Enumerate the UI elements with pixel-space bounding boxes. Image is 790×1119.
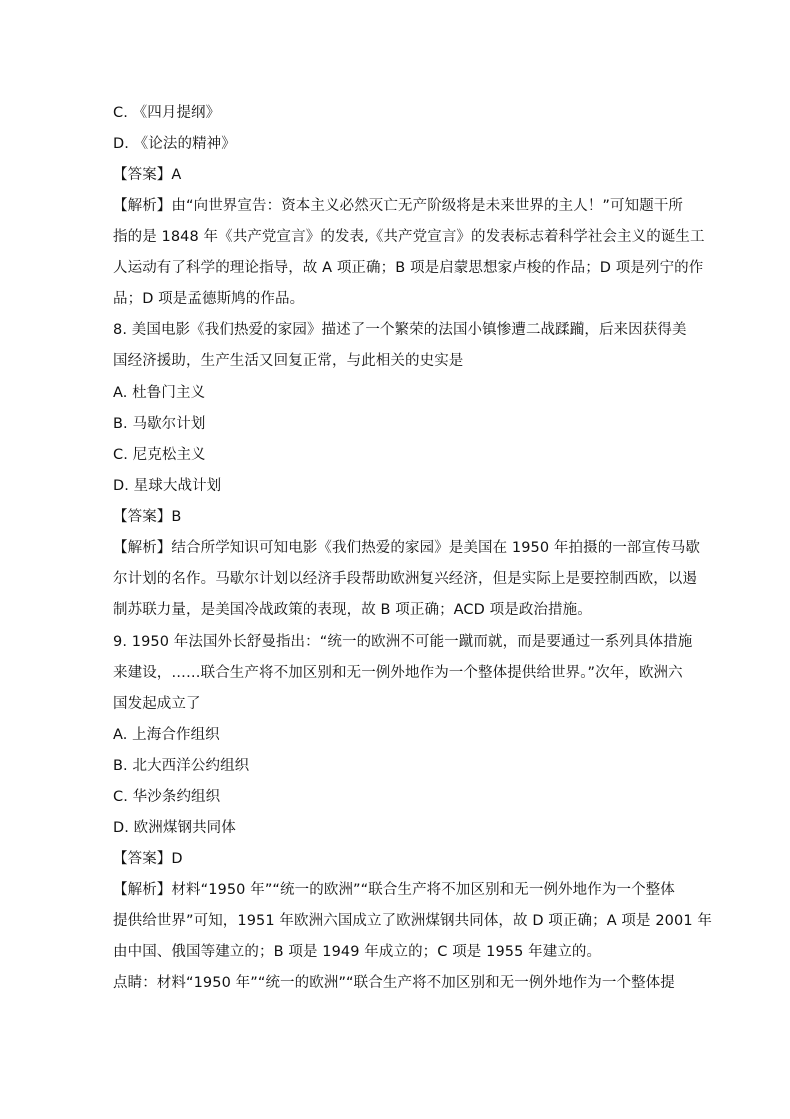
option-a-line: A. 上海合作组织 xyxy=(113,727,220,743)
key-point-line: 点睛：材料“1950 年”“统一的欧洲”“联合生产将不加区别和无一例外地作为一个整体提 xyxy=(113,975,675,991)
option-b-line: B. 马歇尔计划 xyxy=(113,416,206,432)
analysis-line: 品；D 项是孟德斯鸠的作品。 xyxy=(113,291,305,307)
analysis-line: 【解析】材料“1950 年”“统一的欧洲”“联合生产将不加区别和无一例外地作为一个整体 xyxy=(113,882,675,898)
option-a-line: A. 杜鲁门主义 xyxy=(113,385,206,401)
option-d-line: D. 欧洲煤钢共同体 xyxy=(113,820,236,836)
question-9-line: 国发起成立了 xyxy=(113,696,201,712)
question-9-line: 9. 1950 年法国外长舒曼指出：“统一的欧洲不可能一蹴而就，而是要通过一系列具体措施 xyxy=(113,634,693,650)
analysis-line: 【解析】由“向世界宣告：资本主义必然灭亡无产阶级将是未来世界的主人！”可知题干所 xyxy=(113,198,684,214)
option-b-line: B. 北大西洋公约组织 xyxy=(113,758,250,774)
question-9-line: 来建设，……联合生产将不加区别和无一例外地作为一个整体提供给世界。”次年，欧洲六 xyxy=(113,665,683,681)
analysis-line: 由中国、俄国等建立的；B 项是 1949 年成立的；C 项是 1955 年建立的。 xyxy=(113,944,602,960)
analysis-line: 提供给世界”可知，1951 年欧洲六国成立了欧洲煤钢共同体，故 D 项正确；A 项是 2001 年 xyxy=(113,913,712,929)
option-c-line: C. 《四月提纲》 xyxy=(113,105,221,121)
question-8-line: 8. 美国电影《我们热爱的家园》描述了一个繁荣的法国小镇惨遭二战蹂躏，后来因获得美 xyxy=(113,322,687,338)
option-c-line: C. 尼克松主义 xyxy=(113,447,206,463)
analysis-line: 人运动有了科学的理论指导，故 A 项正确；B 项是启蒙思想家卢梭的作品；D 项是列宁的作 xyxy=(113,260,704,276)
answer-line: 【答案】B xyxy=(113,509,182,525)
option-d-line: D. 《论法的精神》 xyxy=(113,136,236,152)
answer-line: 【答案】A xyxy=(113,167,182,183)
analysis-line: 尔计划的名作。马歇尔计划以经济手段帮助欧洲复兴经济，但是实际上是要控制西欧，以遏 xyxy=(113,571,697,587)
analysis-line: 【解析】结合所学知识可知电影《我们热爱的家园》是美国在 1950 年拍摄的一部宣传马歇 xyxy=(113,540,700,556)
question-8-line: 国经济援助，生产生活又回复正常，与此相关的史实是 xyxy=(113,353,464,369)
option-d-line: D. 星球大战计划 xyxy=(113,478,222,494)
analysis-line: 指的是 1848 年《共产党宣言》的发表,《共产党宣言》的发表标志着科学社会主义的诞生工 xyxy=(113,229,705,245)
analysis-line: 制苏联力量，是美国冷战政策的表现，故 B 项正确；ACD 项是政治措施。 xyxy=(113,602,592,618)
answer-line: 【答案】D xyxy=(113,851,183,867)
option-c-line: C. 华沙条约组织 xyxy=(113,789,221,805)
